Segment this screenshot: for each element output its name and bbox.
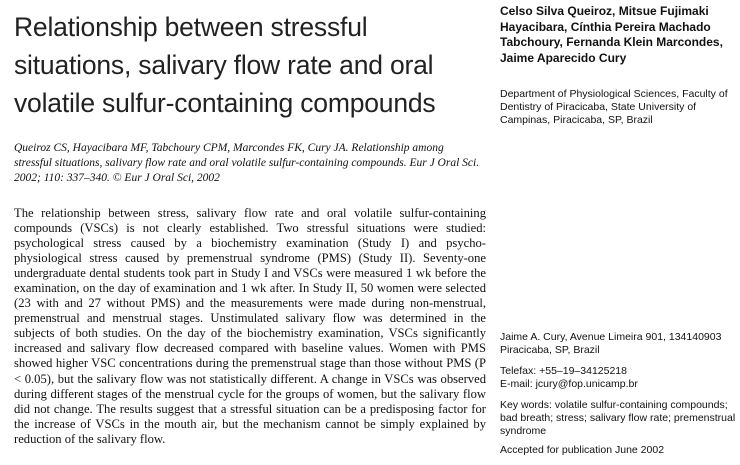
- citation: Queiroz CS, Hayacibara MF, Tabchoury CPM, Marcondes FK, Cury JA. Relationship among stressful situations, salivary flow rate and oral volatile sulfur-containing compounds. Eur J Oral Sci. 2002; 110: 337–340. © Eur J Oral Sci, 2002: [14, 142, 480, 184]
- accepted-date: Accepted for publication June 2002: [500, 444, 665, 456]
- keywords: Key words: volatile sulfur-containing compounds; bad breath; stress; salivary flow rate; premenstrual syndrome: [500, 399, 736, 437]
- contact-email: E-mail: jcury@fop.unicamp.br: [500, 378, 638, 390]
- abstract: The relationship between stress, salivary flow rate and oral volatile sulfur-containing compounds (VSCs) is not clearly established. Two stressful situations were studied: psychological stress caused by a biochemistry examination (Study I) and psycho-physiological stress caused by premenstrual syndrome (PMS) (Study II). Seventy-one undergraduate dental students took part in Study I and VSCs were measured 1 wk before the examination, on the day of examination and 1 wk after. In Study II, 50 women were selected (23 with and 27 without PMS) and the measurements were made during non-menstrual, premenstrual and menstrual stages. Unstimulated salivary flow was determined in the subjects of both studies. On the day of the biochemistry examination, VSCs significantly increased and salivary flow decreased compared with baseline values. Women with PMS showed higher VSC concentrations during the premenstrual stage than those without PMS (P < 0.05), but the salivary flow was not statistically different. A change in VSCs was observed during different stages of the menstrual cycle for the groups of women, but the salivary flow did not change. The results suggest that a stressful situation can be a predisposing factor for the increase of VSCs in the mouth air, but the mechanism cannot be simply explained by reduction of the salivary flow.: [14, 206, 486, 446]
- author-list: Celso Silva Queiroz, Mitsue Fujimaki Hayacibara, Cínthia Pereira Machado Tabchoury, Fernanda Klein Marcondes, Jaime Aparecido Cury: [500, 4, 723, 65]
- affiliation: Department of Physiological Sciences, Faculty of Dentistry of Piracicaba, State University of Campinas, Piracicaba, SP, Brazil: [500, 88, 728, 127]
- contact-telefax: Telefax: +55–19–34125218: [500, 365, 627, 377]
- article-title: Relationship between stressful situations, salivary flow rate and oral volatile sulfur-containing compounds: [14, 12, 436, 118]
- contact-address: Jaime A. Cury, Avenue Limeira 901, 134140903 Piracicaba, SP, Brazil: [500, 331, 722, 356]
- contact-info: [500, 331, 736, 391]
